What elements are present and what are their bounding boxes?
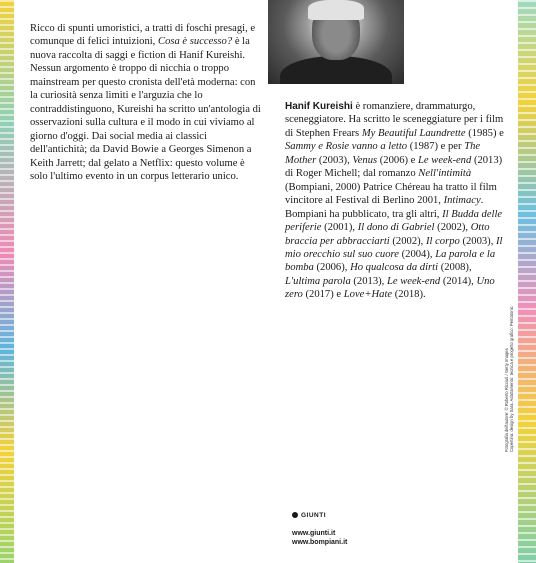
cover-art-strip-right (518, 0, 536, 563)
cover-art-strip-left (0, 0, 14, 563)
photo-credit: Fotografia dell'autore: © Roberto Ricciuti / Getty Images Copertina: design by Sara. Adattamento: tecnica e progetto grafico: Pentatonic (504, 306, 514, 452)
back-cover-blurb: Ricco di spunti umoristici, a tratti di foschi presagi, e comunque di felici intuizioni, Cosa è successo? è la nuova raccolta di saggi e fiction di Hanif Kureishi. Nessun argomento è troppo di nicchia o troppo mainstream per questo cronista dell'età moderna: con la curiosità senza limiti e l'arguzia che lo contraddistinguono, Kureishi ha scritto un'antologia di osservazioni sulla cultura e il modo in cui viviamo al giorno d'oggi. Dai social media ai classici dell'antichità; da David Bowie a Georges Simenon a Keith Jarrett; dal gelato a Netflix: questo volume è solo l'ultimo evento in un corpus letterario unico. (30, 23, 261, 182)
book-title: Cosa è successo? (158, 36, 233, 48)
author-photo (268, 0, 404, 84)
publisher-block (292, 510, 347, 547)
url-bompiani[interactable]: www.bompiani.it (292, 539, 348, 546)
giunti-logo-icon (292, 512, 298, 518)
author-bio: Hanif Kureishi è romanziere, drammaturgo, sceneggiatore. Ha scritto le sceneggiature per i film di Stephen Frears My Beautiful Laundrette (1985) e Sammy e Rosie vanno a letto (1987) e per The Mother (2003), Venus (2006) e Le week-end (2013) di Roger Michell; dal romanzo Nell'intimità (Bompiani, 2000) Patrice Chéreau ha tratto il film vincitore al Festival di Berlino 2001, Intimacy. Bompiani ha pubblicato, tra gli altri, Il Budda delle periferie (2001), Il dono di Gabriel (2002), Otto braccia per abbracciarti (2002), Il corpo (2003), Il mio orecchio sul suo cuore (2004), La parola e la bomba (2006), Ho qualcosa da dirti (2008), L'ultima parola (2013), Le week-end (2014), Uno zero (2017) e Love+Hate (2018). (285, 101, 504, 301)
author-name: Hanif Kureishi (285, 101, 353, 112)
publisher-logo: GIUNTI (292, 510, 347, 520)
url-giunti[interactable]: www.giunti.it (292, 530, 336, 537)
